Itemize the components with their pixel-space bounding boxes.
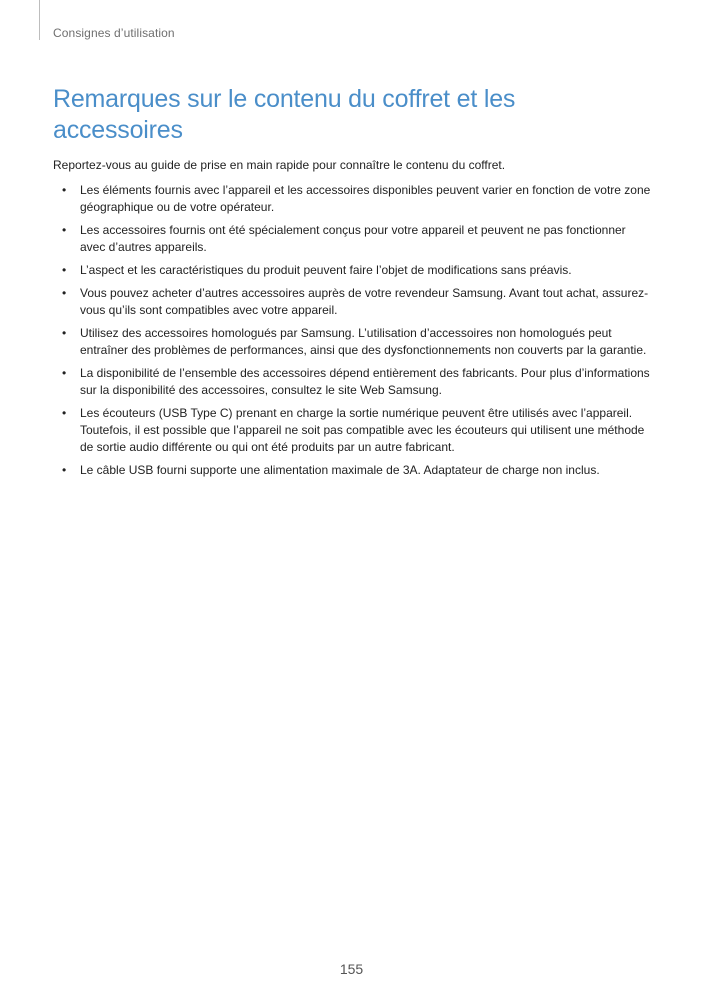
bullet-list xyxy=(53,182,653,485)
list-item-text: Les éléments fournis avec l’appareil et les accessoires disponibles peuvent varier en fonction de votre zone géographique ou de votre opérateur. xyxy=(80,183,651,214)
list-item xyxy=(53,325,653,359)
bullet-icon: • xyxy=(62,223,67,237)
intro-paragraph: Reportez-vous au guide de prise en main rapide pour connaître le contenu du coffret. xyxy=(53,158,506,172)
list-item xyxy=(53,405,653,456)
bullet-icon: • xyxy=(62,463,67,477)
list-item xyxy=(53,262,653,279)
bullet-icon: • xyxy=(62,406,67,420)
page-title: Remarques sur le contenu du coffret et les accessoires xyxy=(53,85,516,144)
list-item xyxy=(53,462,653,479)
bullet-icon: • xyxy=(62,366,67,380)
page-number: 155 xyxy=(339,961,364,977)
list-item xyxy=(53,365,653,399)
list-item xyxy=(53,285,653,319)
list-item-text: Les accessoires fournis ont été spécialement conçus pour votre appareil et peuvent ne pas fonctionner avec d’autres appareils. xyxy=(80,223,626,254)
list-item-text: La disponibilité de l’ensemble des accessoires dépend entièrement des fabricants. Pour plus d’informations sur la disponibilité des accessoires, consultez le site Web Samsung. xyxy=(80,366,650,397)
bullet-icon: • xyxy=(62,183,67,197)
bullet-icon: • xyxy=(62,286,67,300)
header-divider xyxy=(39,0,40,40)
list-item-text: Les écouteurs (USB Type C) prenant en charge la sortie numérique peuvent être utilisés avec l’appareil. Toutefois, il est possible que l’appareil ne soit pas compatible avec les écouteurs qui utilisent une méthode de sortie audio différente ou qui ont été produits par un autre fabricant. xyxy=(80,406,645,454)
list-item-text: L’aspect et les caractéristiques du produit peuvent faire l’objet de modifications sans préavis. xyxy=(80,263,572,277)
list-item-text: Utilisez des accessoires homologués par Samsung. L’utilisation d’accessoires non homologués peut entraîner des problèmes de performances, ainsi que des dysfonctionnements non couverts par la garantie. xyxy=(80,326,647,357)
bullet-icon: • xyxy=(62,263,67,277)
list-item xyxy=(53,182,653,216)
list-item-text: Vous pouvez acheter d’autres accessoires auprès de votre revendeur Samsung. Avant tout achat, assurez-vous qu’ils sont compatibles avec votre appareil. xyxy=(80,286,649,317)
bullet-icon: • xyxy=(62,326,67,340)
list-item xyxy=(53,222,653,256)
running-header: Consignes d’utilisation xyxy=(53,26,175,40)
list-item-text: Le câble USB fourni supporte une alimentation maximale de 3A. Adaptateur de charge non inclus. xyxy=(80,463,600,477)
